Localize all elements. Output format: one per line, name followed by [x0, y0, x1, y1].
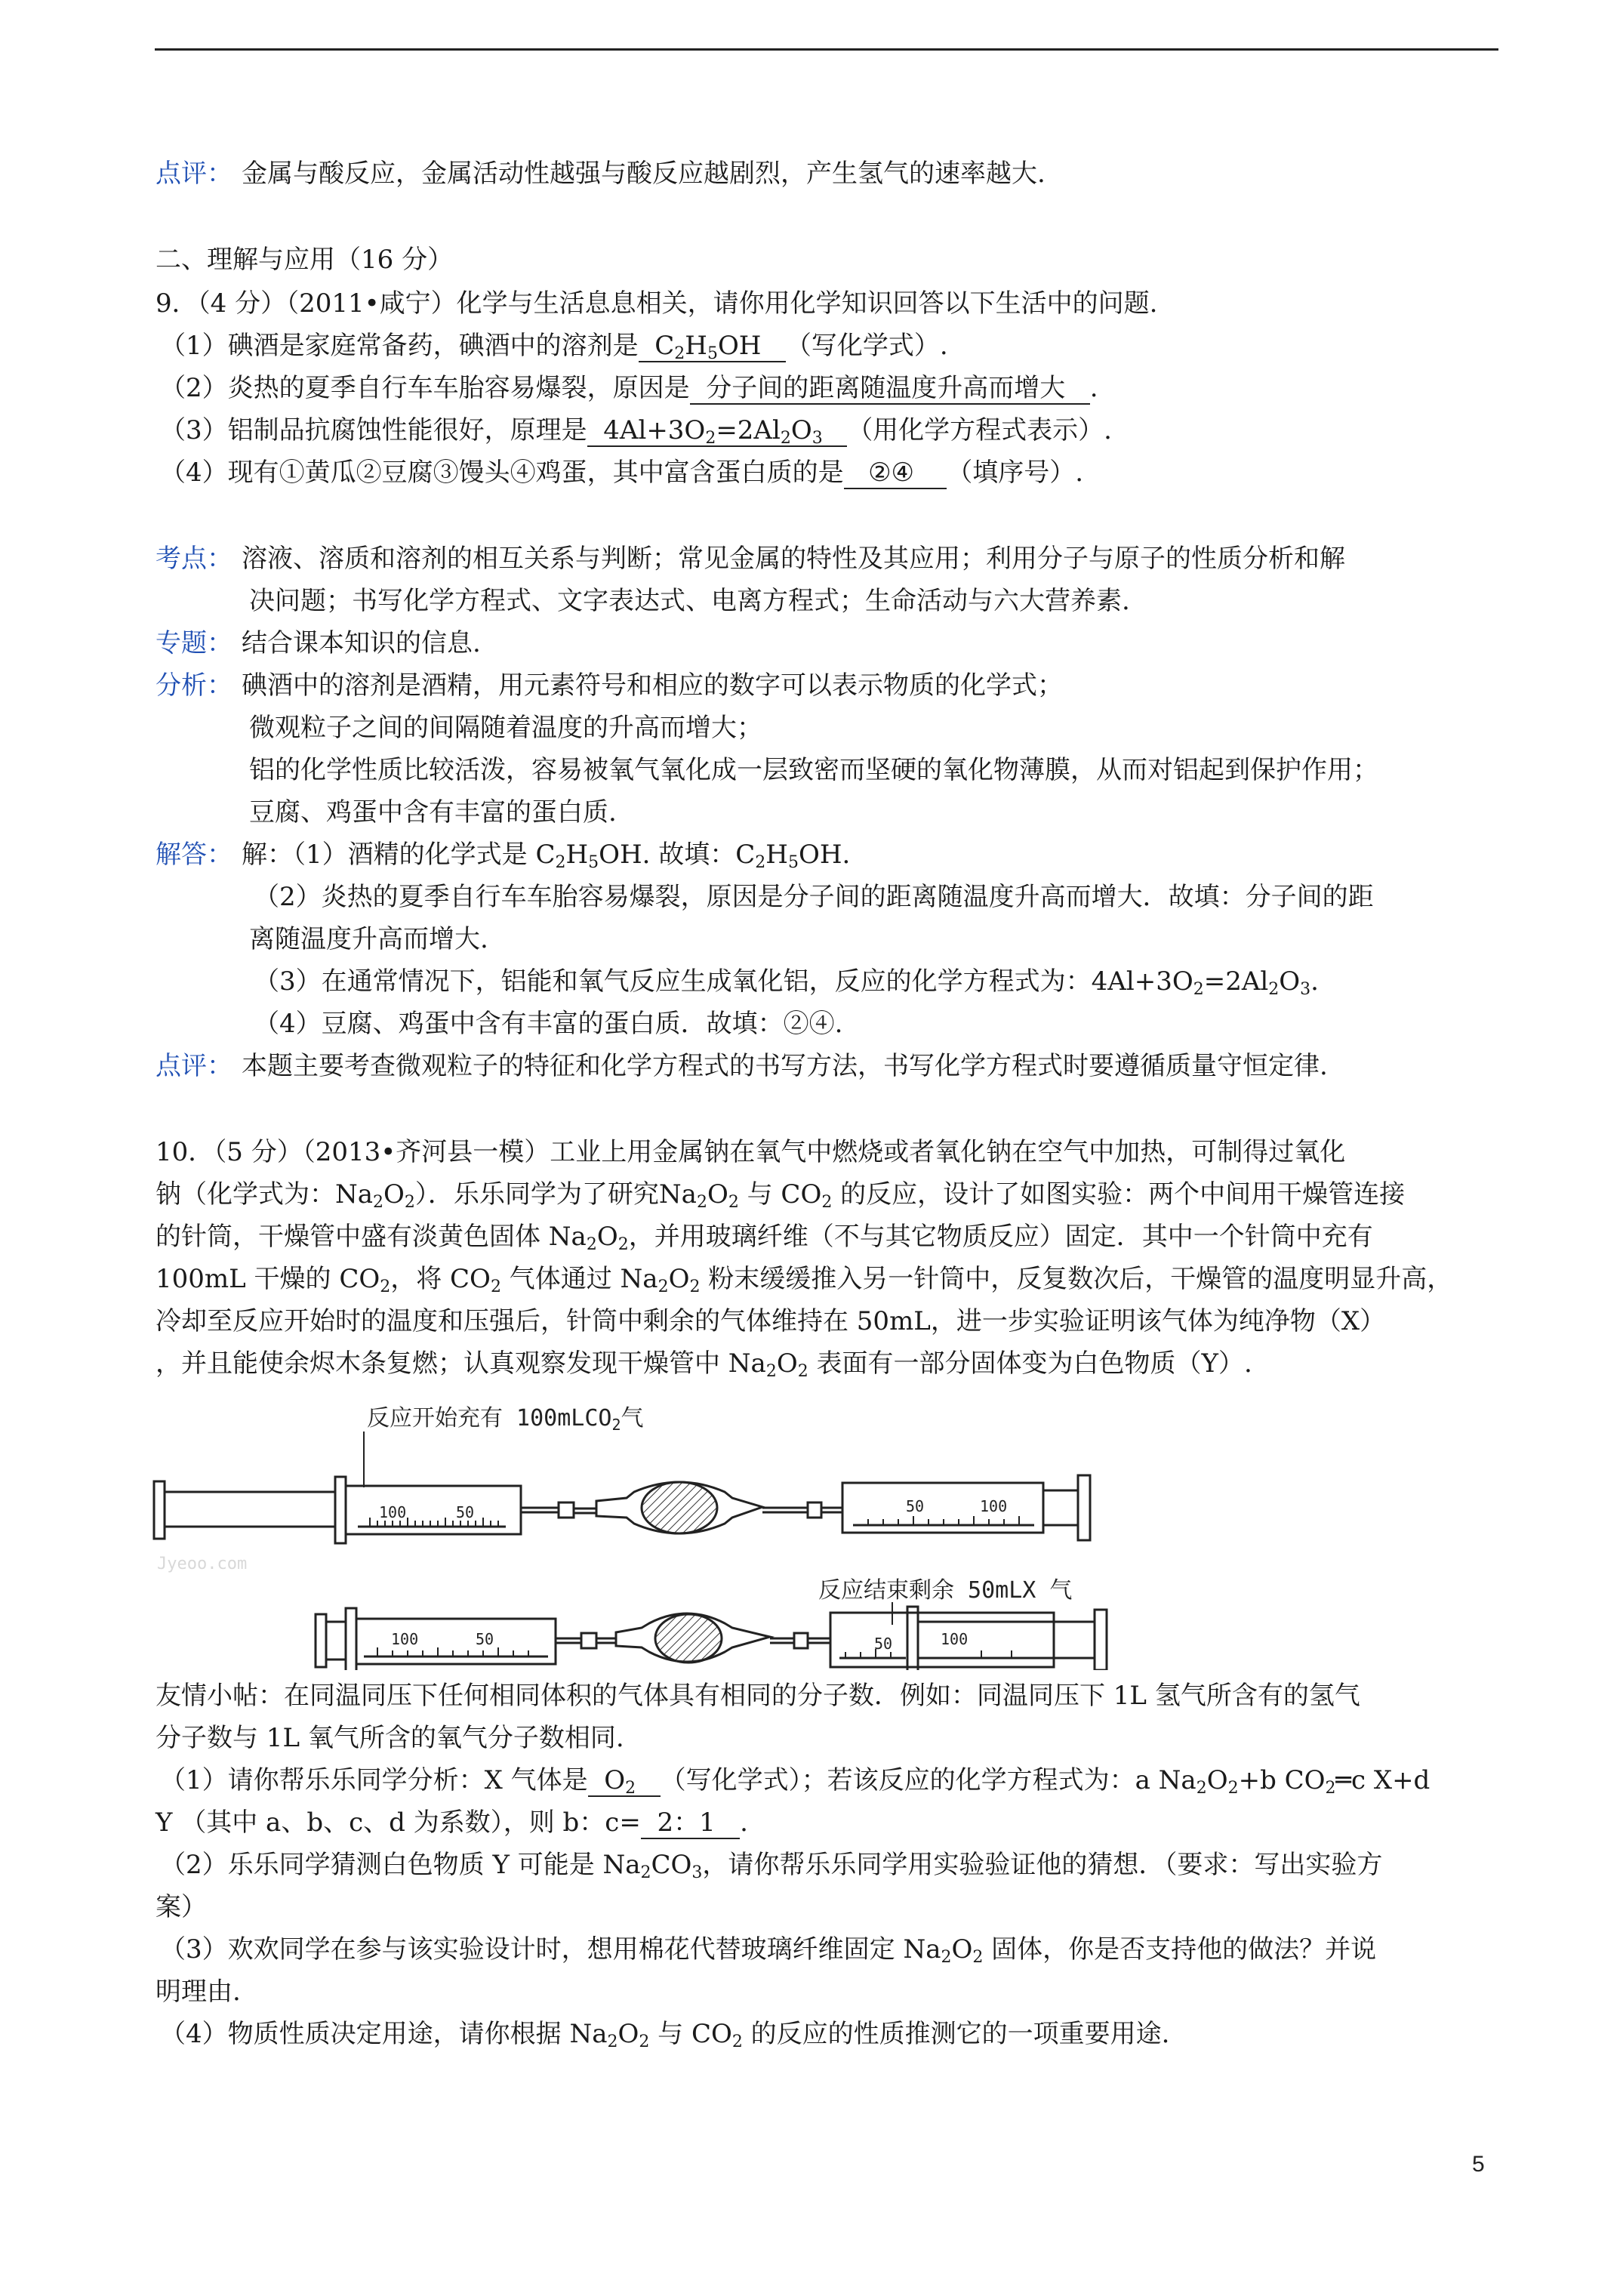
q9-part1-text: （1）碘酒是家庭常备药，碘酒中的溶剂是 — [160, 331, 639, 361]
bottom-right-plunger-cap — [1095, 1610, 1107, 1670]
q10-line1: 10．（5 分）（2013•齐河县一模）工业上用金属钠在氧气中燃烧或者氧化钠在空气中加热，可制得过氧化 — [156, 1137, 1346, 1167]
top-left-connector — [559, 1502, 574, 1518]
bottom-label: 反应结束剩余 50mLX 气 — [818, 1577, 1073, 1604]
top-right-connector — [808, 1502, 821, 1518]
jieda: 解答： 解：（1）酒精的化学式是 $C_2H_5OH$. 故填：$C_2H_5OH$. — [156, 840, 851, 872]
q9-part4-answer — [844, 458, 947, 489]
q10-part1-answer-ratio — [641, 1808, 740, 1839]
q10-part1: （1）请你帮乐乐同学分析：X 气体是 $O_2$ （写化学式）；若该反应的化学方程式为：a $Na_2O_2+b$ $CO_2═c$ X+d — [160, 1765, 1431, 1798]
q10-part1-answer-ratio-text: 2：1 — [657, 1808, 716, 1838]
q10-part1-cont — [156, 1806, 748, 1839]
q10-part2-cont: 案） — [156, 1892, 207, 1922]
q9-part3-answer: $4Al+3O_2=2Al_2O_3$ — [587, 415, 848, 447]
kaodian-text: 溶液、溶质和溶剂的相互关系与判断；常见金属的特性及其应用；利用分子与原子的性质分析和解 — [242, 544, 1345, 574]
top-left-scale-100: 100 — [379, 1503, 407, 1521]
comment-label: 点评： — [156, 159, 233, 189]
q10-line6-b: 表面有一部分固体变为白色物质（Y）. — [816, 1348, 1252, 1379]
experiment-figure — [151, 1398, 1163, 1670]
top-right-scale-50: 50 — [906, 1497, 925, 1515]
q10-part2-a: （2）乐乐同学猜测白色物质 Y 可能是 — [160, 1850, 595, 1880]
dianping-label: 点评： — [156, 1051, 233, 1081]
jieda-label: 解答： — [156, 840, 233, 870]
comment-text: 金属与酸反应，金属活动性越强与酸反应越剧烈，产生氢气的速率越大. — [242, 159, 1046, 189]
q10-line4: 100mL 干燥的 $CO_2$，将 $CO_2$ 气体通过 $Na_2O_2$ 粉末缓缓推入另一针筒中，反复数次后，干燥管的温度明显升高， — [156, 1264, 1453, 1296]
jieda-text: 解：（1）酒精的化学式是 — [242, 840, 528, 870]
header-rule — [155, 48, 1498, 51]
q10-line2-c: 与 — [747, 1179, 773, 1210]
page-number: 5 — [1472, 2152, 1485, 2177]
q9-part2-answer — [690, 373, 1090, 405]
fenxi-label: 分析： — [156, 670, 233, 701]
q10-part1-f: . — [740, 1808, 748, 1838]
q9-part2-text: （2）炎热的夏季自行车车胎容易爆裂，原因是 — [160, 373, 690, 403]
q10-line3-b: ，并用玻璃纤维（不与其它物质反应）固定．其中一个针筒中充有 — [628, 1222, 1373, 1252]
top-left-plunger-head — [335, 1477, 346, 1543]
bottom-left-scale — [377, 1647, 528, 1657]
previous-comment — [156, 157, 1046, 190]
q10-part4-c: 的反应的性质推测它的一项重要用途. — [750, 2019, 1170, 2049]
q10-part4-a: （4）物质性质决定用途，请你根据 — [160, 2019, 562, 2049]
dianping — [156, 1049, 1328, 1083]
bottom-right-connector — [794, 1633, 808, 1648]
q10-line2-a: 钠（化学式为： — [156, 1179, 335, 1210]
q10-part2-b: ，请你帮乐乐同学用实验验证他的猜想．（要求：写出实验方 — [702, 1850, 1383, 1880]
q10-part1-c: +b — [1238, 1765, 1277, 1795]
zhuanti — [156, 627, 481, 660]
q10-line6: ，并且能使余烬木条复燃；认真观察发现干燥管中 $Na_2O_2$ 表面有一部分固体变为白色物质（Y）. — [156, 1348, 1252, 1381]
section-title: 二、理解与应用（16 分） — [156, 245, 454, 275]
q10-line4-a: 100mL 干燥的 — [156, 1264, 331, 1294]
jieda-line2b: 离随温度升高而增大. — [249, 924, 488, 954]
top-left-plunger-rod — [165, 1492, 335, 1527]
top-label: 反应开始充有 100mLCO$_2$气 — [367, 1405, 644, 1434]
bottom-right-scale-50: 50 — [874, 1635, 893, 1653]
q10-line4-d: 粉末缓缓推入另一针筒中，反复数次后，干燥管的温度明显升高， — [708, 1264, 1453, 1294]
q10-line3-a: 的针筒，干燥管中盛有淡黄色固体 — [156, 1222, 540, 1252]
bottom-left-connector — [581, 1633, 596, 1648]
kaodian — [156, 542, 1345, 575]
q10-part1-b: （写化学式）；若该反应的化学方程式为：a — [660, 1765, 1150, 1795]
q9-part2 — [160, 371, 1098, 405]
zhuanti-text: 结合课本知识的信息. — [242, 628, 481, 658]
top-right-scale-100: 100 — [980, 1497, 1008, 1515]
q9-part2-tail: . — [1089, 373, 1098, 403]
q10-part2: （2）乐乐同学猜测白色物质 Y 可能是 $Na_2CO_3$，请你帮乐乐同学用实验验证他的猜想．（要求：写出实验方 — [160, 1850, 1383, 1882]
q10-line4-c: 气体通过 — [509, 1264, 612, 1294]
bottom-right-plunger-head — [907, 1607, 918, 1670]
q10-line2-d: 的反应，设计了如图实验：两个中间用干燥管连接 — [840, 1179, 1406, 1210]
watermark: Jyeoo.com — [157, 1555, 248, 1573]
q9-part4-text: （4）现有①黄瓜②豆腐③馒头④鸡蛋，其中富含蛋白质的是 — [160, 458, 844, 488]
q9-part4-tail: （填序号）. — [947, 458, 1084, 488]
top-right-plunger-cap — [1078, 1475, 1090, 1540]
kaodian-label: 考点： — [156, 544, 233, 574]
q10-part3-b: 固体，你是否支持他的做法？并说 — [991, 1934, 1377, 1965]
q10-part1-a: （1）请你帮乐乐同学分析：X 气体是 — [160, 1765, 588, 1795]
q10-part1-e: Y （其中 a、b、c、d 为系数），则 b：c= — [156, 1808, 641, 1838]
q9-part1-answer: $C_2H_5OH$ — [638, 331, 786, 363]
kaodian-cont: 决问题；书写化学方程式、文字表达式、电离方程式；生命活动与六大营养素. — [249, 586, 1130, 616]
top-right-plunger-rod — [1043, 1490, 1078, 1525]
bottom-na2o2-solid — [655, 1614, 722, 1663]
jieda-line4: （4）豆腐、鸡蛋中含有丰富的蛋白质．故填：②④. — [254, 1009, 843, 1039]
bottom-left-scale-100: 100 — [391, 1630, 419, 1648]
bottom-right-scale-100: 100 — [941, 1630, 969, 1648]
jieda-line2: （2）炎热的夏季自行车车胎容易爆裂，原因是分子间的距离随温度升高而增大．故填：分子间的距 — [254, 882, 1374, 912]
q10-line2: 钠（化学式为：$Na_2O_2$）．乐乐同学为了研究$Na_2O_2$ 与 $CO_2$ 的反应，设计了如图实验：两个中间用干燥管连接 — [156, 1179, 1406, 1212]
bottom-right-scale — [845, 1649, 1012, 1658]
q10-tip-line1: 友情小帖：在同温同压下任何相同体积的气体具有相同的分子数．例如：同温同压下 1L 氢气所含有的氢气 — [156, 1681, 1360, 1711]
dianping-text: 本题主要考查微观粒子的特征和化学方程式的书写方法，书写化学方程式时要遵循质量守恒定律. — [242, 1051, 1328, 1081]
top-right-scale — [868, 1516, 1019, 1525]
bottom-left-plunger-rod — [326, 1622, 346, 1660]
q10-part1-answer-x: $O_2$ — [588, 1765, 661, 1797]
q9-part1 — [160, 329, 948, 362]
top-left-plunger-cap — [154, 1481, 165, 1539]
syringe-diagram — [151, 1398, 1163, 1670]
q9-part2-answer-text: 分子间的距离随温度升高而增大 — [706, 373, 1066, 403]
q10-line5: 冷却至反应开始时的温度和压强后，针筒中剩余的气体维持在 50mL，进一步实验证明该气体为纯净物（X） — [156, 1306, 1386, 1336]
q9-stem: 9．（4 分）（2011•咸宁）化学与生活息息相关，请你用化学知识回答以下生活中的问题. — [156, 288, 1158, 319]
q10-line6-a: ，并且能使余烬木条复燃；认真观察发现干燥管中 — [156, 1348, 720, 1379]
q9-part4-answer-text: ②④ — [868, 458, 915, 488]
q10-tip-line2: 分子数与 1L 氧气所含的氧气分子数相同. — [156, 1723, 624, 1753]
q10-part3-cont: 明理由. — [156, 1977, 241, 2007]
zhuanti-label: 专题： — [156, 628, 233, 658]
q9-part3 — [160, 414, 1112, 447]
q9-part3-tail: （用化学方程式表示）. — [847, 415, 1112, 445]
top-left-scale-50: 50 — [456, 1503, 475, 1521]
q10-part4: （4）物质性质决定用途，请你根据 $Na_2O_2$ 与 $CO_2$ 的反应的性质推测它的一项重要用途. — [160, 2019, 1170, 2051]
q9-part4 — [160, 456, 1083, 489]
q9-part3-text: （3）铝制品抗腐蚀性能很好，原理是 — [160, 415, 587, 445]
q10-part1-d: ═c X+d — [1335, 1765, 1431, 1795]
fenxi-text: 碘酒中的溶剂是酒精，用元素符号和相应的数字可以表示物质的化学式； — [242, 670, 1063, 701]
q10-part3-a: （3）欢欢同学在参与该实验设计时，想用棉花代替玻璃纤维固定 — [160, 1934, 895, 1965]
bottom-left-plunger-cap — [316, 1614, 326, 1667]
q9-part1-tail: （写化学式）. — [785, 331, 948, 361]
jieda-line3: （3）在通常情况下，铝能和氧气反应生成氧化铝，反应的化学方程式为：$4Al+3O_2=2Al_2O_3$. — [254, 966, 1319, 999]
q10-line3: 的针筒，干燥管中盛有淡黄色固体 $Na_2O_2$，并用玻璃纤维（不与其它物质反应）固定．其中一个针筒中充有 — [156, 1222, 1373, 1254]
jieda-text-mid: . 故填： — [642, 840, 736, 870]
fenxi-line4: 豆腐、鸡蛋中含有丰富的蛋白质. — [249, 797, 617, 827]
q10-part3: （3）欢欢同学在参与该实验设计时，想用棉花代替玻璃纤维固定 $Na_2O_2$ 固体，你是否支持他的做法？并说 — [160, 1934, 1377, 1967]
top-na2o2-solid — [642, 1482, 717, 1533]
fenxi — [156, 669, 1063, 702]
bottom-left-scale-50: 50 — [476, 1630, 494, 1648]
q10-part4-b: 与 — [658, 2019, 684, 2049]
bottom-left-plunger-head — [346, 1608, 356, 1670]
fenxi-line2: 微观粒子之间的间隔随着温度的升高而增大； — [249, 713, 762, 743]
fenxi-line3: 铝的化学性质比较活泼，容易被氧气氧化成一层致密而坚硬的氧化物薄膜，从而对铝起到保护作用； — [249, 755, 1378, 785]
jieda-line3-text: （3）在通常情况下，铝能和氧气反应生成氧化铝，反应的化学方程式为： — [254, 966, 1092, 997]
q10-line4-b: ，将 — [390, 1264, 442, 1294]
q10-line2-b: ）．乐乐同学为了研究 — [414, 1179, 659, 1210]
